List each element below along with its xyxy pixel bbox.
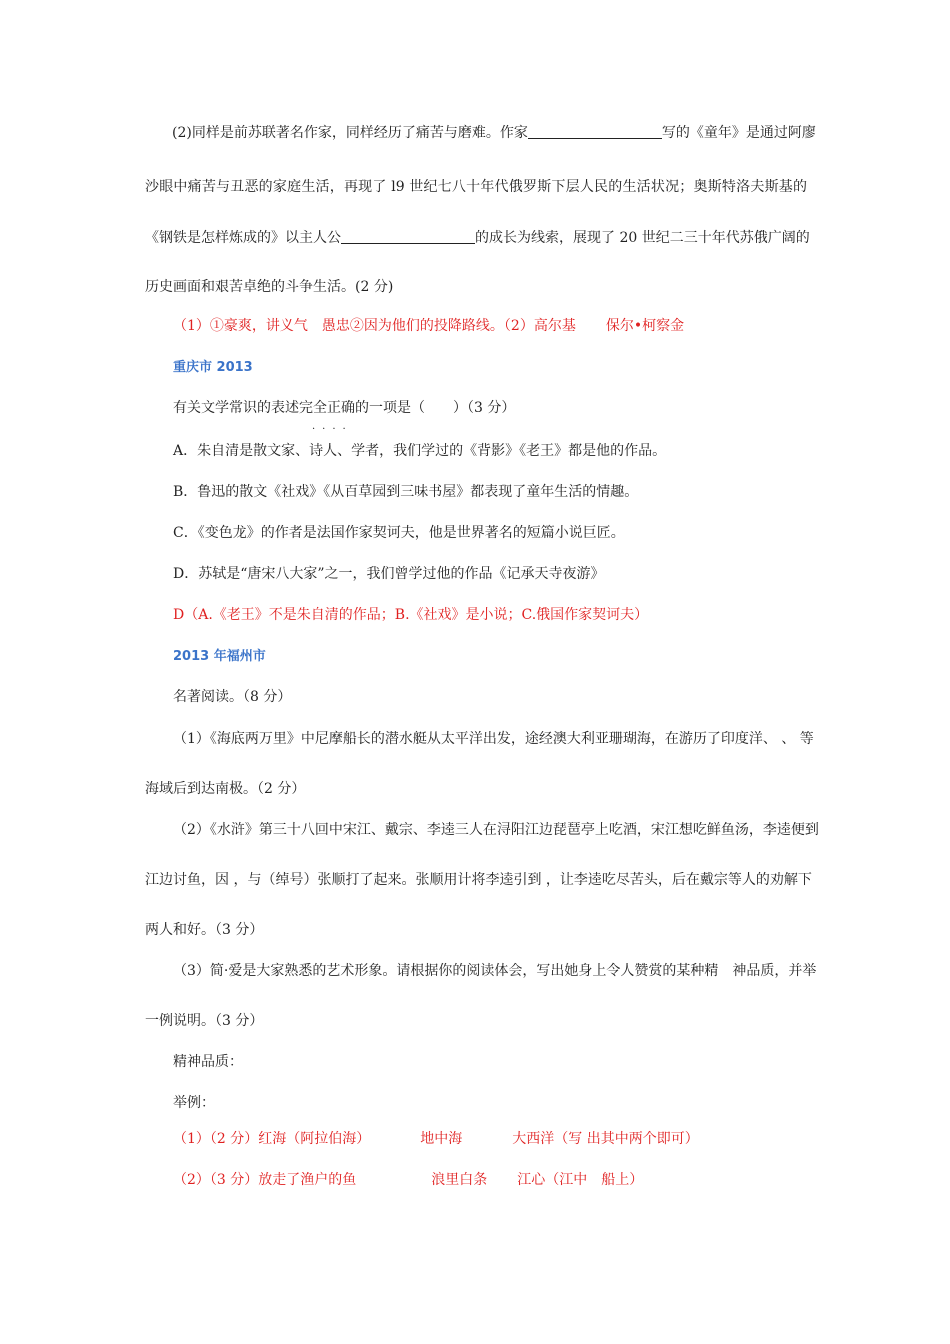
answer-text: 浪里白条 — [431, 1172, 488, 1188]
question-line: 有关文学常识的表述完全正确的一项是（ ）（3 分） — [173, 400, 516, 416]
field-label: 举例： — [173, 1095, 215, 1111]
text: (2)同样是前苏联著名作家，同样经历了痛苦与磨难。作家 — [172, 125, 528, 141]
emphasis-dots: .... — [312, 421, 353, 432]
question-line: 海域后到达南极。（2 分） — [145, 781, 306, 797]
option-d: D．苏轼是“唐宋八大家”之一，我们曾学过他的作品《记承天寺夜游》 — [173, 566, 605, 582]
section-heading: 2013 年福州市 — [173, 649, 266, 664]
option-a: A．朱自清是散文家、诗人、学者，我们学过的《背影》《老王》都是他的作品。 — [173, 443, 667, 459]
question-line: （1）《海底两万里》中尼摩船长的潜水艇从太平洋出发，途经澳大利亚珊瑚海，在游历了印度洋、 、 等 — [173, 731, 814, 747]
section-heading: 重庆市 2013 — [173, 360, 253, 375]
question-line: （2）《水浒》第三十八回中宋江、戴宗、李逵三人在浔阳江边琵琶亭上吃酒，宋江想吃鲜鱼汤，李逵便到 — [173, 822, 819, 838]
option-c: C．《变色龙》的作者是法国作家契诃夫，他是世界著名的短篇小说巨匠。 — [173, 525, 625, 541]
answer-text: 大西洋（写 出其中两个即可） — [512, 1131, 699, 1147]
question-line: 一例说明。（3 分） — [145, 1013, 264, 1029]
answer-line — [173, 316, 684, 336]
answer-text: （1）①豪爽，讲义气 愚忠②因为他们的投降路线。（2）高尔基 — [173, 318, 576, 334]
fill-blank — [528, 124, 662, 139]
field-label: 精神品质： — [173, 1054, 243, 1070]
paragraph-line — [172, 123, 816, 143]
answer-text: （2）（3 分）放走了渔户的鱼 — [173, 1172, 357, 1188]
fill-blank — [341, 229, 475, 244]
answer-text: 江心（江中 船上） — [517, 1172, 644, 1188]
answer-text: 保尔•柯察金 — [605, 318, 685, 334]
answer-text: 地中海 — [420, 1131, 463, 1147]
text: 《钢铁是怎样炼成的》以主人公 — [145, 230, 341, 246]
option-b: B．鲁迅的散文《社戏》《从百草园到三味书屋》都表现了童年生活的情趣。 — [173, 484, 639, 500]
answer-line — [173, 1170, 643, 1190]
text: 的成长为线索，展现了 20 世纪二三十年代苏俄广阔的 — [475, 230, 810, 246]
answer-line: D（A.《老王》不是朱自清的作品；B.《社戏》是小说；C.俄国作家契诃夫） — [173, 607, 649, 623]
question-line: （3）简·爱是大家熟悉的艺术形象。请根据你的阅读体会，写出她身上令人赞赏的某种精 神品质，并举 — [173, 963, 817, 979]
paragraph-line: 沙眼中痛苦与丑恶的家庭生活，再现了 l9 世纪七八十年代俄罗斯下层人民的生活状况；奥斯特洛夫斯基的 — [145, 179, 807, 195]
question-line: 江边讨鱼，因 ，与（绰号）张顺打了起来。张顺用计将李逵引到 ，让李逵吃尽苦头，后在戴宗等人的劝解下 — [145, 872, 812, 888]
text: 写的《童年》是通过阿廖 — [661, 125, 816, 141]
answer-text: （1）（2 分）红海（阿拉伯海） — [173, 1131, 371, 1147]
paragraph-line: 历史画面和艰苦卓绝的斗争生活。(2 分) — [145, 279, 394, 295]
answer-line — [173, 1129, 699, 1149]
question-line: 名著阅读。（8 分） — [173, 689, 292, 705]
paragraph-line — [145, 228, 810, 248]
question-line: 两人和好。（3 分） — [145, 922, 264, 938]
